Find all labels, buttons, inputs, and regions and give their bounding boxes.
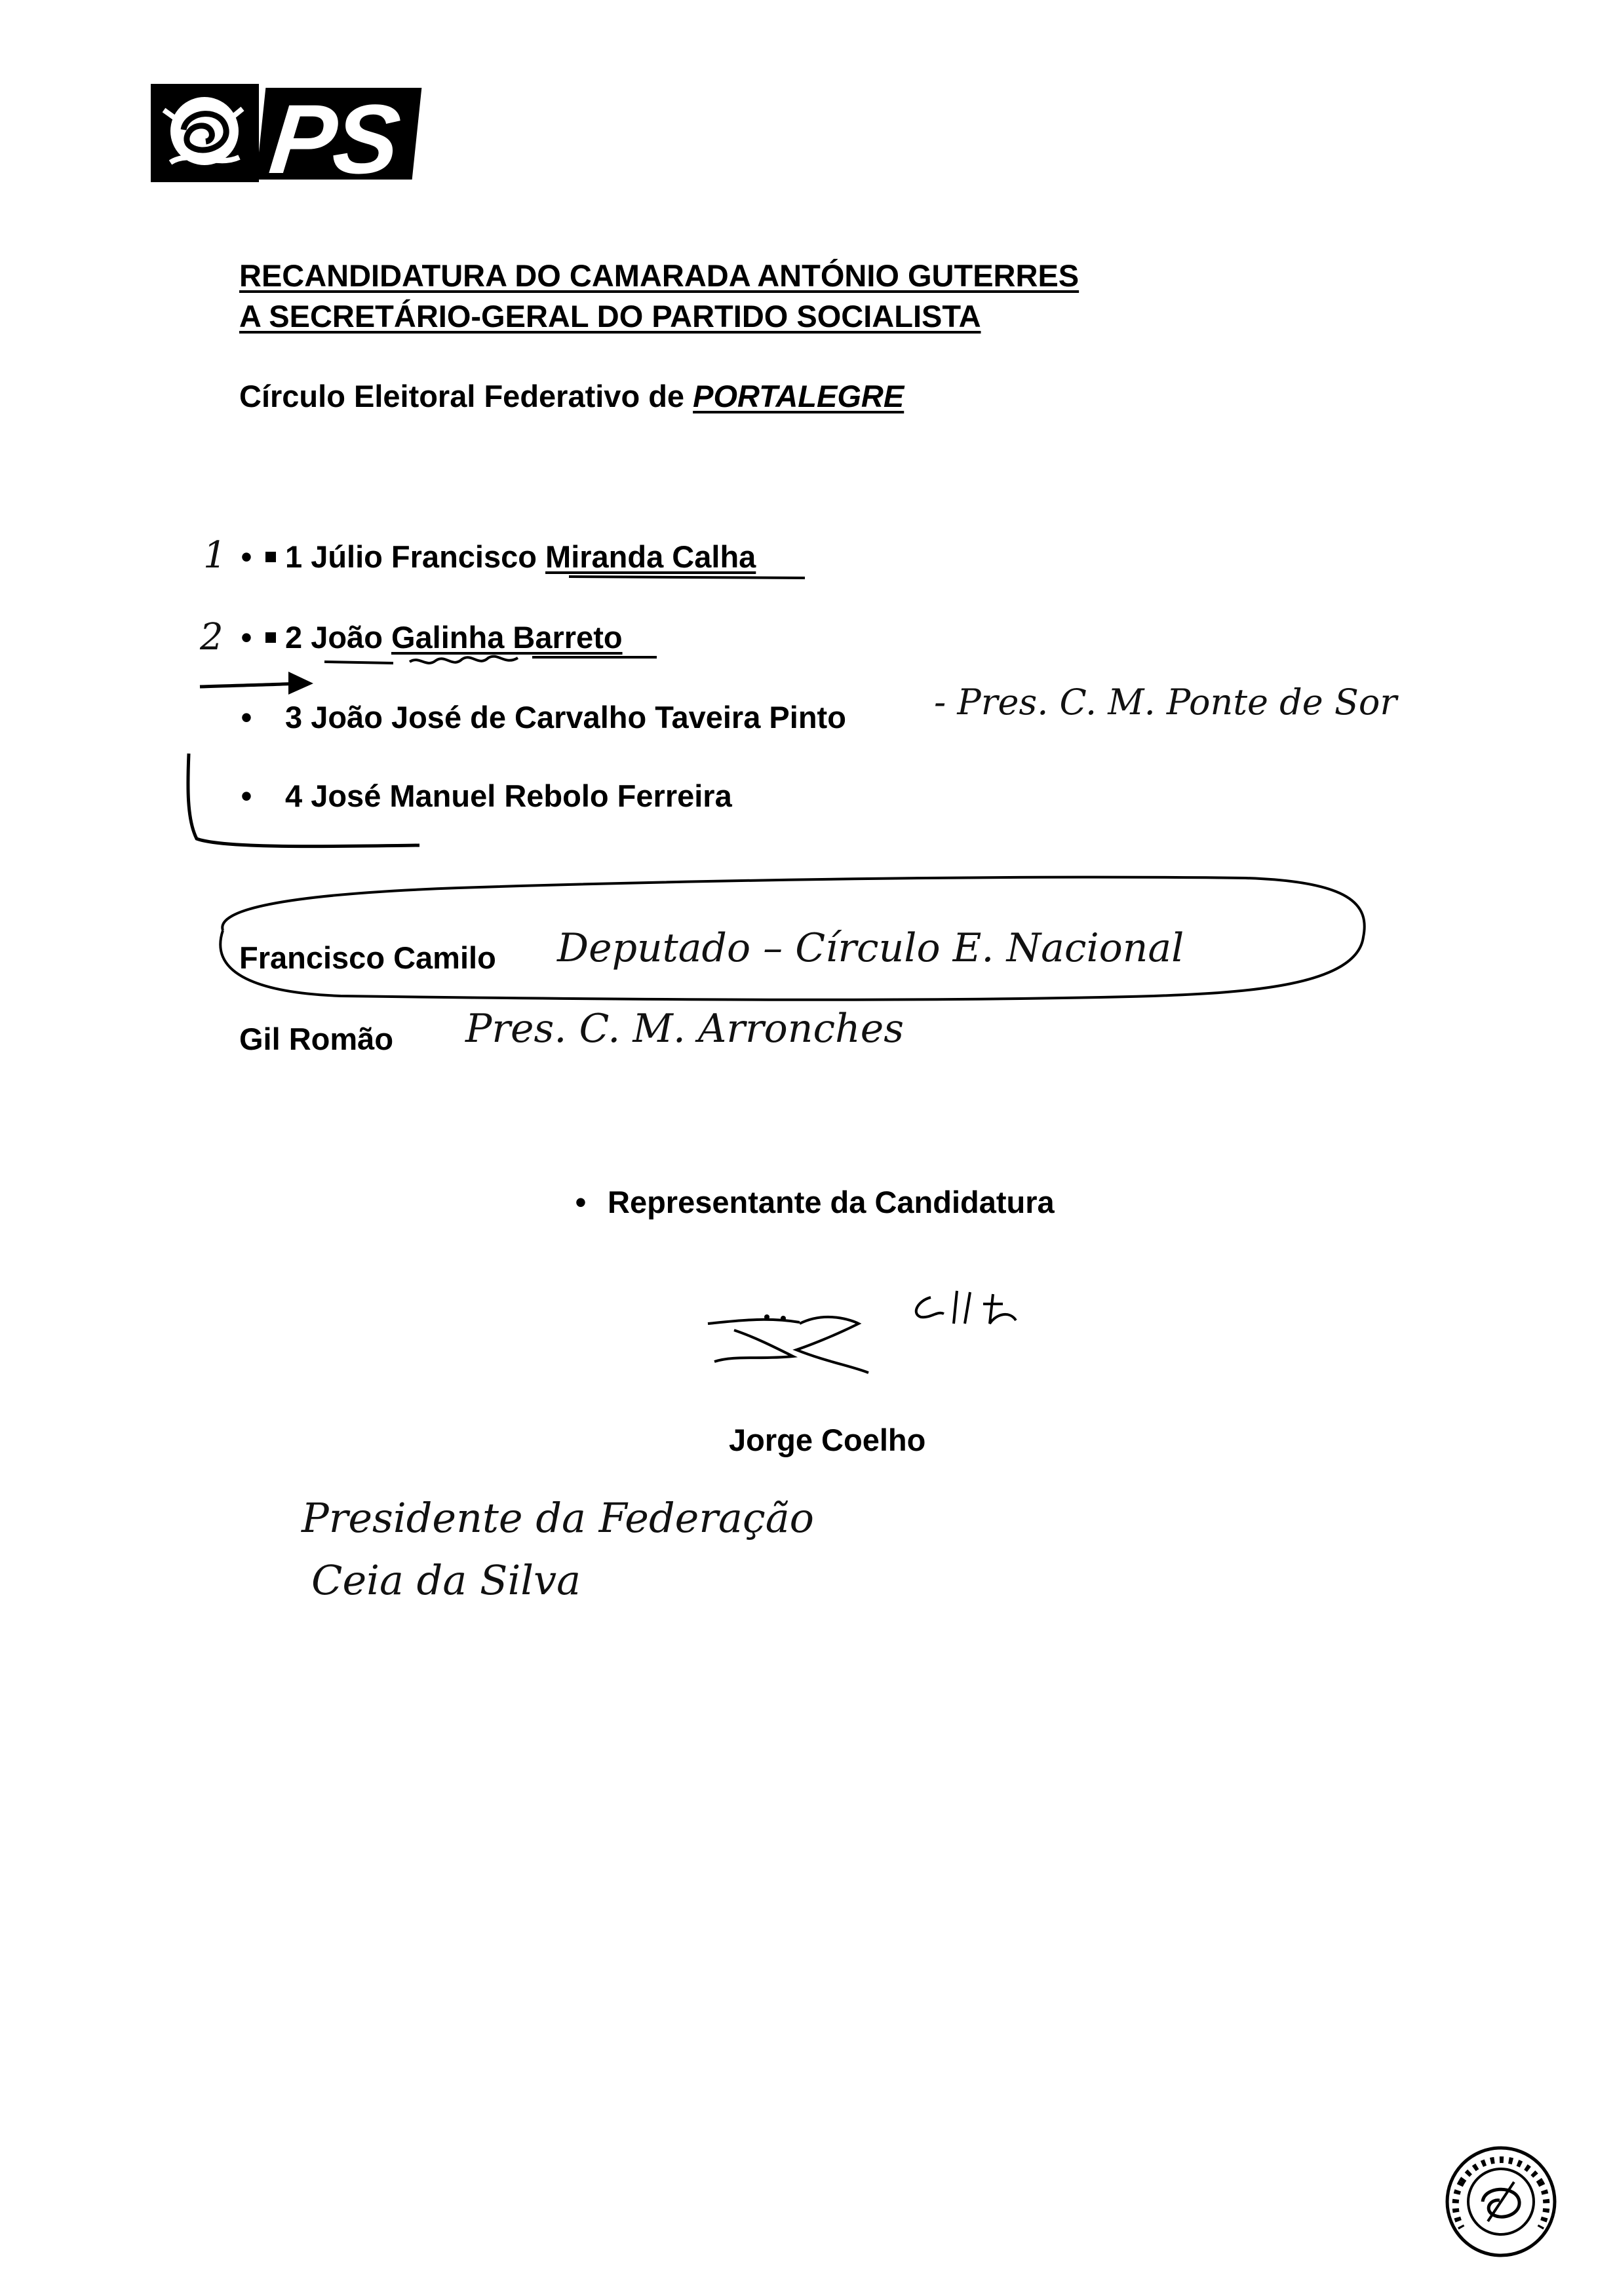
circulo-label: Círculo Eleitoral Federativo de xyxy=(239,379,685,413)
candidate-number: 1 xyxy=(285,539,303,574)
square-bullet-icon xyxy=(265,632,276,643)
circle-mark xyxy=(220,877,1364,1000)
candidate-number: 3 xyxy=(285,700,303,735)
handwritten-note-other-2: Pres. C. M. Arronches xyxy=(465,1006,904,1052)
arrow-icon xyxy=(200,683,298,687)
other-name-1: Francisco Camilo xyxy=(239,940,496,975)
handwritten-footer-line-1: Presidente da Federação xyxy=(302,1494,814,1542)
bullet-icon: • xyxy=(241,700,252,735)
margin-mark-2: 2 xyxy=(200,616,224,659)
title-line-2: A SECRETÁRIO-GERAL DO PARTIDO SOCIALISTA xyxy=(239,299,981,334)
underline-mark xyxy=(569,577,805,578)
margin-mark-1: 1 xyxy=(203,534,227,577)
representante-label: Representante da Candidatura xyxy=(608,1185,1055,1219)
ps-logo-text: PS xyxy=(265,84,403,194)
handwritten-footer-line-2: Ceia da Silva xyxy=(311,1556,581,1604)
square-bullet-icon xyxy=(265,552,276,562)
candidate-surname: Galinha Barreto xyxy=(391,620,623,655)
circulo-region: PORTALEGRE xyxy=(693,379,905,413)
candidate-given-names: João José de Carvalho Taveira Pinto xyxy=(311,700,846,735)
bullet-icon: • xyxy=(241,539,252,574)
bullet-icon: • xyxy=(575,1185,587,1219)
candidate-given-names: José Manuel Rebolo Ferreira xyxy=(311,778,732,813)
title-line-1: RECANDIDATURA DO CAMARADA ANTÓNIO GUTERRES xyxy=(239,258,1080,293)
candidate-given-names: João xyxy=(311,620,383,655)
underline-mark xyxy=(324,662,393,663)
arrow-head-icon xyxy=(288,672,313,695)
bullet-icon: • xyxy=(241,620,252,655)
candidate-number: 2 xyxy=(285,620,303,655)
candidate-given-names: Júlio Francisco xyxy=(311,539,537,574)
candidate-number: 4 xyxy=(285,778,303,813)
handwritten-note-3: - Pres. C. M. Ponte de Sor xyxy=(934,681,1397,723)
bracket-mark xyxy=(188,754,419,847)
bullet-icon: • xyxy=(241,778,252,813)
squiggle-mark xyxy=(410,657,518,663)
candidate-surname: Miranda Calha xyxy=(545,539,756,574)
other-name-2: Gil Romão xyxy=(239,1022,394,1056)
handwritten-note-other-1: Deputado – Círculo E. Nacional xyxy=(557,925,1184,971)
signer-name: Jorge Coelho xyxy=(729,1423,926,1457)
